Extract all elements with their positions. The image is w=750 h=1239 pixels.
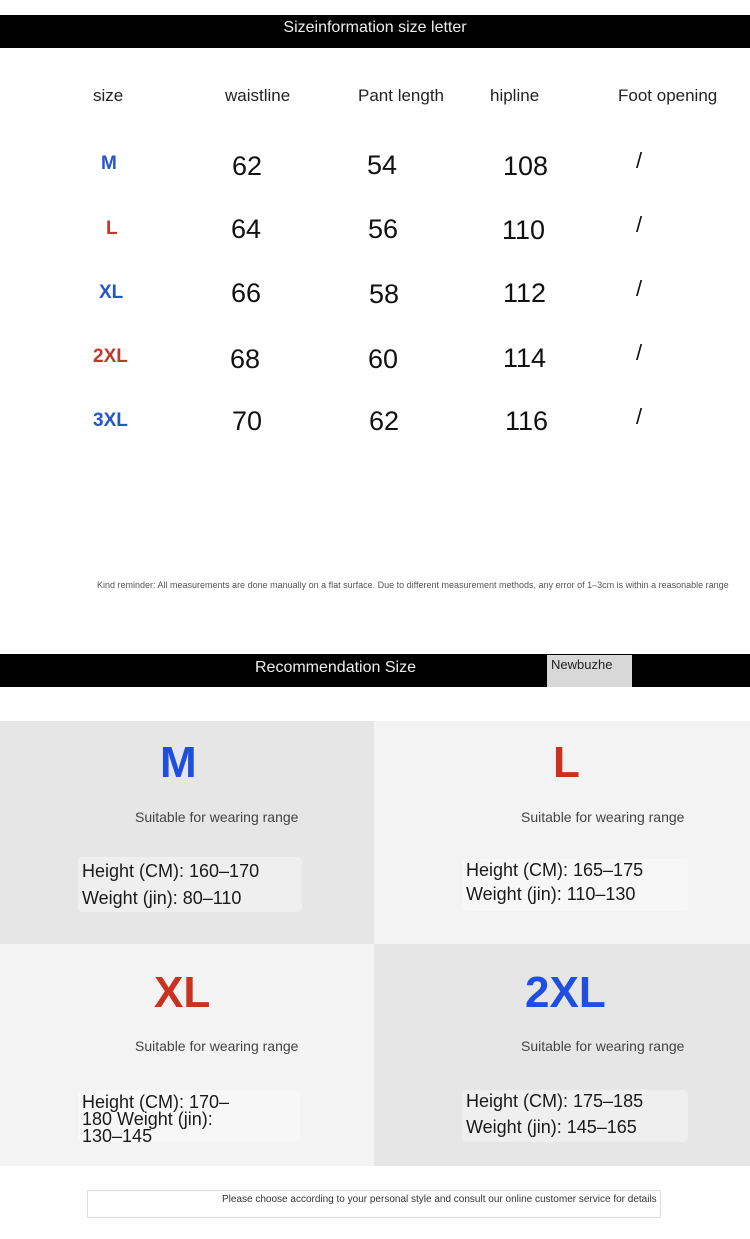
footer-note-box: [87, 1190, 661, 1218]
card-2xl: [374, 944, 750, 1166]
header-waistline: waistline: [225, 86, 291, 105]
card-l-caption: Suitable for wearing range: [521, 809, 685, 825]
card-m-size: M: [160, 738, 197, 787]
card-xl-caption: Suitable for wearing range: [135, 1038, 299, 1054]
header-hipline: hipline: [490, 86, 540, 105]
card-l-weight: Weight (jin): 110–130: [466, 884, 636, 904]
card-l-size: L: [553, 738, 580, 787]
pant-length-2xl: 60: [368, 344, 399, 374]
size-info-title-bar: [0, 15, 750, 48]
recommendation-title: Recommendation Size: [255, 659, 416, 676]
card-xl-size: XL: [154, 968, 211, 1017]
card-2xl-height: Height (CM): 175–185: [466, 1091, 644, 1111]
brand-logo: Newbuzhe: [547, 655, 632, 687]
card-m-caption: Suitable for wearing range: [135, 809, 299, 825]
foot-opening-xl: /: [636, 276, 643, 301]
hipline-2xl: 114: [503, 343, 547, 373]
footer-note: Please choose according to your personal style and consult our online customer service for details: [222, 1194, 657, 1205]
waistline-xl: 66: [231, 278, 262, 308]
waistline-2xl: 68: [230, 344, 261, 374]
card-2xl-size: 2XL: [525, 968, 606, 1017]
card-xl-height-weight: Height (CM): 170–180 Weight (jin): 130–145: [82, 1092, 230, 1146]
hipline-xl: 112: [503, 278, 547, 308]
foot-opening-m: /: [636, 148, 643, 173]
card-xl: [0, 944, 374, 1166]
foot-opening-l: /: [636, 212, 643, 237]
card-2xl-caption: Suitable for wearing range: [521, 1038, 685, 1054]
size-info-title: Sizeinformation size letter: [283, 19, 467, 36]
foot-opening-3xl: /: [636, 404, 643, 429]
recommendation-title-bar: [0, 654, 750, 687]
card-m-height: Height (CM): 160–170: [82, 861, 260, 881]
header-pant-length: Pant length: [358, 86, 445, 105]
size-label-3xl: 3XL: [93, 410, 128, 431]
pant-length-l: 56: [368, 214, 399, 244]
foot-opening-2xl: /: [636, 340, 643, 365]
measurement-reminder: Kind reminder: All measurements are done manually on a flat surface. Due to different measurement methods, any error of 1–3cm is within a reasonable range: [97, 580, 729, 590]
pant-length-m: 54: [367, 150, 398, 180]
size-label-2xl: 2XL: [93, 346, 128, 367]
size-label-xl: XL: [99, 282, 124, 303]
header-size: size: [93, 86, 124, 105]
hipline-3xl: 116: [505, 406, 549, 436]
header-foot-opening: Foot opening: [618, 86, 718, 105]
size-label-l: L: [106, 218, 118, 239]
card-l-height: Height (CM): 165–175: [466, 860, 644, 880]
size-label-m: M: [101, 153, 117, 174]
hipline-l: 110: [502, 215, 546, 245]
card-2xl-weight: Weight (jin): 145–165: [466, 1117, 637, 1137]
waistline-3xl: 70: [232, 406, 263, 436]
waistline-m: 62: [232, 151, 263, 181]
waistline-l: 64: [231, 214, 262, 244]
pant-length-xl: 58: [369, 279, 400, 309]
card-m-weight: Weight (jin): 80–110: [82, 888, 242, 908]
pant-length-3xl: 62: [369, 406, 400, 436]
card-m: [0, 721, 374, 944]
hipline-m: 108: [503, 151, 549, 181]
card-l: [374, 721, 750, 944]
